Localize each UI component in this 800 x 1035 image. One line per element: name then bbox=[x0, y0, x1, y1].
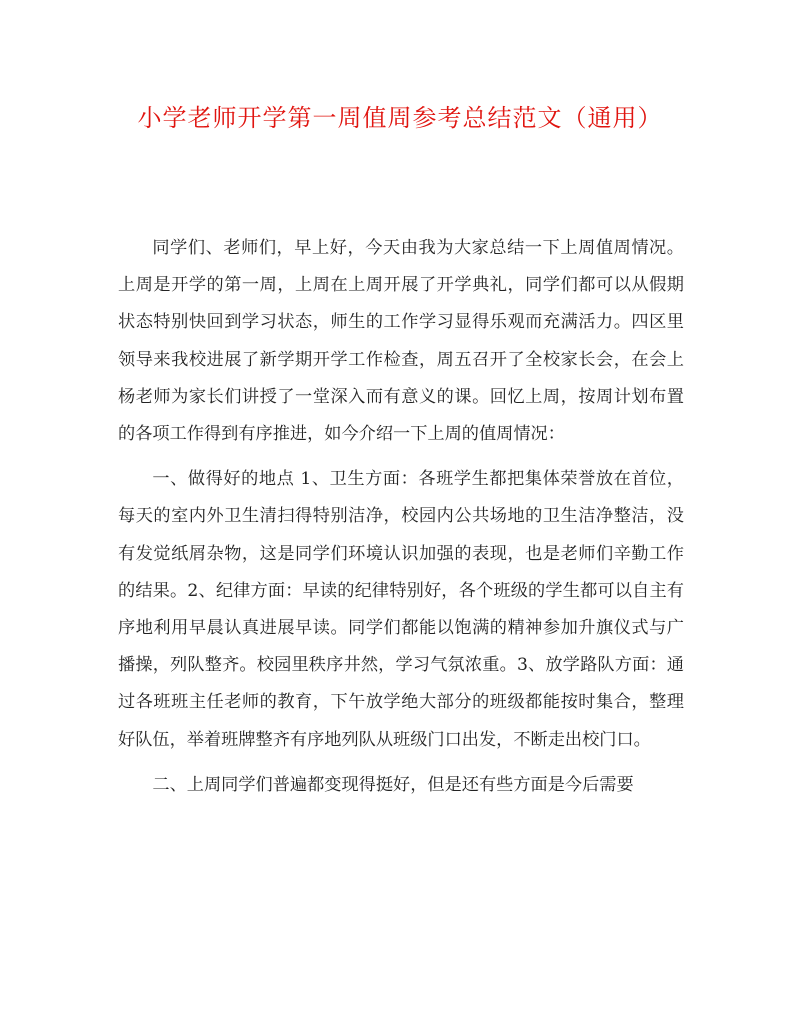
paragraph-section-1: 一、做得好的地点 1、卫生方面：各班学生都把集体荣誉放在首位，每天的室内外卫生清扫得特别洁净，校园内公共场地的卫生洁净整洁，没有发觉纸屑杂物，这是同学们环境认识加强的表现，也是老师们辛勤工作的结果。2、纪律方面：早读的纪律特别好，各个班级的学生都可以自主有序地利用早晨认真进展早读。同学们都能以饱满的精神参加升旗仪式与广播操，列队整齐。校园里秩序井然，学习气氛浓重。3、放学路队方面：通过各班班主任老师的教育，下午放学绝大部分的班级都能按时集合，整理好队伍，举着班牌整齐有序地列队从班级门口出发，不断走出校门口。 bbox=[118, 469, 684, 750]
paragraph-section-2: 二、上周同学们普遍都变现得挺好，但是还有些方面是今后需要 bbox=[152, 774, 634, 795]
document-title: 小学老师开学第一周值周参考总结范文（通用） bbox=[137, 104, 663, 132]
paragraph-intro: 同学们、老师们，早上好，今天由我为大家总结一下上周值周情况。上周是开学的第一周，上周在上周开展了开学典礼，同学们都可以从假期状态特别快回到学习状态，师生的工作学习显得乐观而充满活力。四区里领导来我校进展了新学期开学工作检查，周五召开了全校家长会，在会上杨老师为家长们讲授了一堂深入而有意义的课。回忆上周，按周计划布置的各项工作得到有序推进，如今介绍一下上周的值周情况： bbox=[118, 238, 684, 445]
document-body bbox=[118, 230, 684, 804]
